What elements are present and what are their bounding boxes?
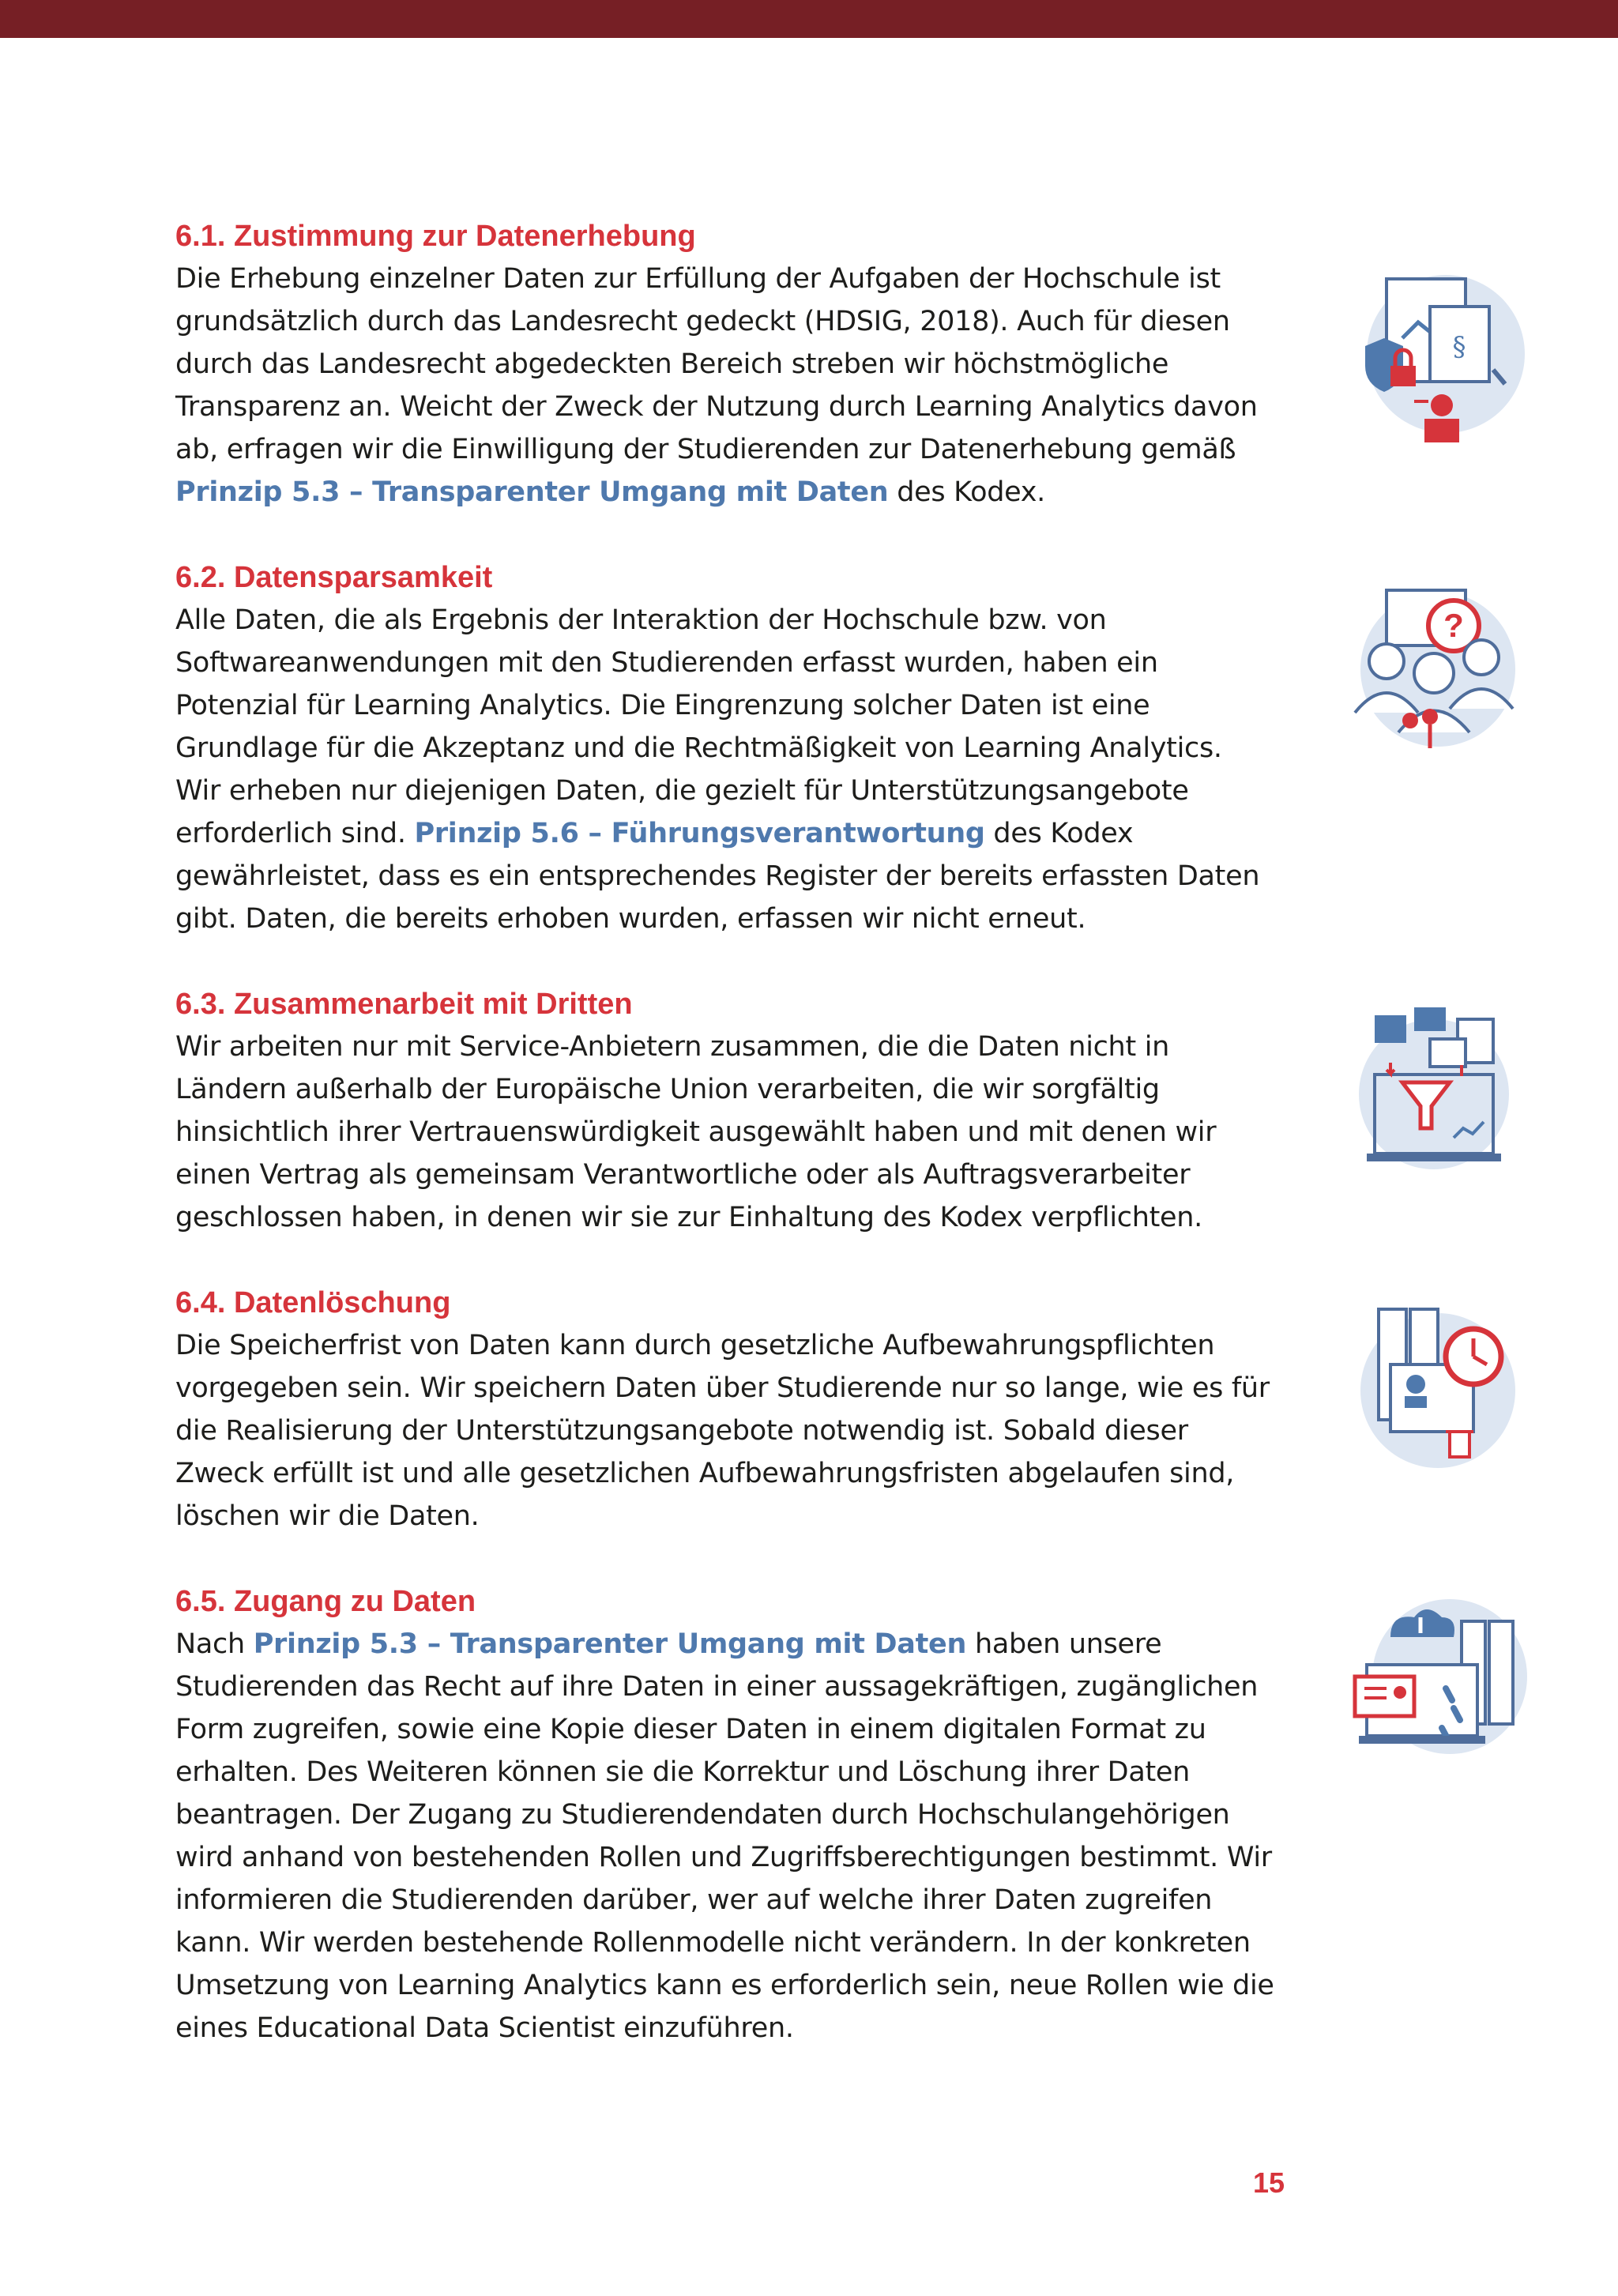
- section-consent: [175, 215, 1281, 514]
- cloud-access-icon: [1343, 1590, 1533, 1779]
- text-run: Die Erhebung einzelner Daten zur Erfüllung der Aufgaben der Hochschule ist grundsätzlich durch das Landesrecht gedeckt (HDSIG, 2018). Auch für diesen durch das Landesrecht abgedeckten Bereich streben wir höchstmögliche Transparenz an. Weicht der Zweck der Nutzung durch Learning Analytics davon ab, erfragen wir die Einwilligung der Studierenden zur Datenerhebung gemäß: [175, 263, 1258, 465]
- data-deletion-icon: [1343, 1289, 1533, 1479]
- section-text: [175, 258, 1281, 514]
- section-text: [175, 770, 1281, 940]
- section-text: Wir arbeiten nur mit Service-Anbietern zusammen, die die Daten nicht in Ländern außerhalb der Europäische Union verarbeiten, die wir sorgfältig hinsichtlich ihrer Vertrauenswürdigkeit ausgewählt haben und mit denen wir einen Vertrag als gemeinsam Verantwortliche oder als Auftragsverarbeiter geschlossen haben, in denen wir sie zur Einhaltung des Kodex verpflichten.: [175, 1031, 1217, 1233]
- section-heading: 6.2. Datensparsamkeit: [175, 561, 493, 594]
- principle-link[interactable]: Prinzip 5.3 – Transparenter Umgang mit Daten: [175, 476, 889, 508]
- section-text: Alle Daten, die als Ergebnis der Interaktion der Hochschule bzw. von Softwareanwendungen mit den Studierenden erfasst wurden, haben ein Potenzial für Learning Analytics. Die Eingrenzung solcher Daten ist eine Grundlage für die Akzeptanz und die Rechtmäßigkeit von Learning Analytics.: [175, 604, 1222, 764]
- legal-data-protection-icon: [1343, 259, 1533, 449]
- top-color-bar: [0, 0, 1618, 38]
- main-content: [175, 215, 1281, 2092]
- section-third-parties: [175, 983, 1281, 1239]
- section-heading: 6.3. Zusammenarbeit mit Dritten: [175, 988, 633, 1021]
- data-filter-icon: [1343, 996, 1533, 1185]
- page-number: 15: [1252, 2166, 1285, 2199]
- section-data-access: [175, 1580, 1281, 2049]
- people-question-icon: [1343, 570, 1533, 760]
- text-run: haben unsere Studierenden das Recht auf ihre Daten in einer aussagekräftigen, zugänglichen Form zugreifen, sowie eine Kopie dieser Daten in einem digitalen Format zu erhalten. Des Weiteren können sie die Korrektur und Löschung ihrer Daten beantragen. Der Zugang zu Studierendendaten durch Hochschulangehörigen wird anhand von bestehenden Rollen und Zugriffsberechtigungen bestimmt. Wir informieren die Studierenden darüber, wer auf welche ihrer Daten zugreifen kann. Wir werden bestehende Rollenmodelle nicht verändern. In der konkreten Umsetzung von Learning Analytics kann es erforderlich sein, neue Rollen wie die eines Educational Data Scientist einzuführen.: [175, 1628, 1274, 2044]
- section-heading: 6.5. Zugang zu Daten: [175, 1585, 476, 1618]
- section-text: [175, 1623, 1281, 2049]
- section-heading: 6.1. Zustimmung zur Datenerhebung: [175, 220, 696, 253]
- section-data-minimization: [175, 556, 1281, 940]
- svg-text:§: §: [1452, 331, 1466, 363]
- text-run: des Kodex.: [888, 476, 1045, 508]
- text-run: Wir erheben nur diejenigen Daten, die gezielt für Unterstützungsangebote erforderlich sind.: [175, 775, 1189, 849]
- section-text: Die Speicherfrist von Daten kann durch gesetzliche Aufbewahrungspflichten vorgegeben sein. Wir speichern Daten über Studierende nur so lange, wie es für die Realisierung der Unterstützungsangebote notwendig ist. Sobald dieser Zweck erfüllt ist und alle gesetzlichen Aufbewahrungsfristen abgelaufen sind, löschen wir die Daten.: [175, 1330, 1270, 1532]
- svg-text:?: ?: [1443, 607, 1464, 644]
- section-data-deletion: [175, 1282, 1281, 1538]
- section-heading: 6.4. Datenlöschung: [175, 1286, 451, 1319]
- text-run: des Kodex gewährleistet, dass es ein entsprechendes Register der bereits erfassten Daten gibt. Daten, die bereits erhoben wurden, erfassen wir nicht erneut.: [175, 818, 1260, 935]
- principle-link[interactable]: Prinzip 5.6 – Führungsverantwortung: [414, 818, 985, 849]
- text-run: Nach: [175, 1628, 254, 1660]
- principle-link[interactable]: Prinzip 5.3 – Transparenter Umgang mit Daten: [253, 1628, 967, 1660]
